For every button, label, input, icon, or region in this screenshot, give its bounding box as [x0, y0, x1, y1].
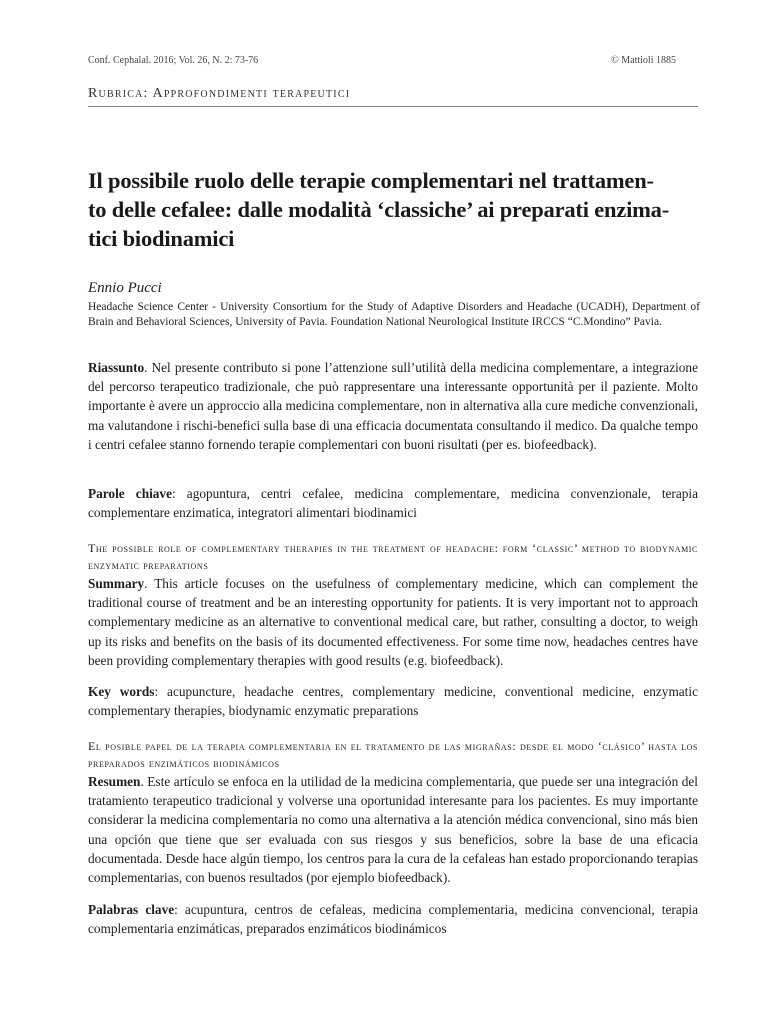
title-line-3: tici biodinamici	[88, 226, 235, 251]
keywords-label-it: Parole chiave	[88, 486, 172, 501]
italian-abstract	[88, 358, 698, 454]
title-line-1: Il possibile ruolo delle terapie complementari nel trattamen-	[88, 168, 654, 193]
abstract-label-en: Summary	[88, 576, 145, 591]
section-rubric: Rubrica: Approfondimenti terapeutici	[88, 86, 698, 107]
spanish-title: El posible papel de la terapia complementaria en el tratamento de las migrañas: desde el modo ‘clásico’ hasta los preparados enzimáticos biodinámicos	[88, 739, 698, 770]
english-title: The possible role of complementary therapies in the treatment of headache: form ‘classic’ method to biodynamic enzymatic preparations	[88, 541, 698, 572]
spanish-keywords	[88, 900, 698, 938]
english-abstract	[88, 574, 698, 670]
english-keywords	[88, 682, 698, 720]
journal-citation: Conf. Cephalal. 2016; Vol. 26, N. 2: 73-76	[88, 55, 259, 66]
keywords-text-es: : acupuntura, centros de cefaleas, medicina complementaria, medicina convencional, terapia complementaria enzimáticas, preparados enzimáticos biodinámicos	[88, 902, 698, 937]
spanish-abstract	[88, 772, 698, 887]
article-title	[88, 166, 700, 253]
abstract-text-en: . This article focuses on the usefulness of complementary medicine, which can complement the traditional course of treatment and be an interesting opportunity for patients. It is very important not to approach complementary medicine as an alternative to conventional medical care, but rather, consulting a doctor, to weigh up its risks and benefits on the basis of its documented effectiveness. For some time now, headaches centres have been providing complementary therapies with good results (e.g. biofeedback).	[88, 576, 698, 668]
copyright-notice: © Mattioli 1885	[611, 55, 676, 66]
running-head	[88, 55, 676, 66]
author-name: Ennio Pucci	[88, 280, 162, 296]
author-affiliation: Headache Science Center - University Consortium for the Study of Adaptive Disorders and Headache (UCADH), Department of Brain and Behavioral Sciences, University of Pavia. Foundation National Neurological Institute IRCCS “C.Mondino” Pavia.	[88, 301, 700, 328]
abstract-text-it: . Nel presente contributo si pone l’attenzione sull’utilità della medicina complementare, a integrazione del percorso terapeutico tradizionale, che può rappresentare una interessante opportunità per il paziente. Molto importante è avere un approccio alla medicina complementare, non in alternativa alla cure mediche convenzionali, ma valutandone i rischi-benefici sulla base di una efficacia documentata consultando il medico. Da qualche tempo i centri cefalee stanno fornendo terapie complementari con buoni risultati (per es. biofeedback).	[88, 360, 698, 452]
title-line-2: to delle cefalee: dalle modalità ‘classiche’ ai preparati enzima-	[88, 197, 670, 222]
abstract-label-es: Resumen	[88, 774, 141, 789]
keywords-label-es: Palabras clave	[88, 902, 175, 917]
keywords-label-en: Key words	[88, 684, 155, 699]
keywords-text-it: : agopuntura, centri cefalee, medicina complementare, medicina convenzionale, terapia complementare enzimatica, integratori alimentari biodinamici	[88, 486, 698, 521]
italian-keywords	[88, 484, 698, 522]
abstract-text-es: . Este artículo se enfoca en la utilidad de la medicina complementaria, que puede ser una integración del tratamiento terapeutico tradicional y volverse una oportunidad interesante para los pacientes. Es muy importante considerar la medicina complementaria no como una alternativa a la atención médica convencional, sino más bien una opción que tiene que ser evaluada con sus riesgos y sus beneficios, sobre la base de una eficacia documentada. Desde hace algún tiempo, los centros para la cura de la cefaleas han estado proporcionando terapias complementarias, con buenos resultados (por ejemplo biofeedback).	[88, 774, 698, 886]
abstract-label-it: Riassunto	[88, 360, 145, 375]
keywords-text-en: : acupuncture, headache centres, complementary medicine, conventional medicine, enzymatic complementary therapies, biodynamic enzymatic preparations	[88, 684, 698, 719]
